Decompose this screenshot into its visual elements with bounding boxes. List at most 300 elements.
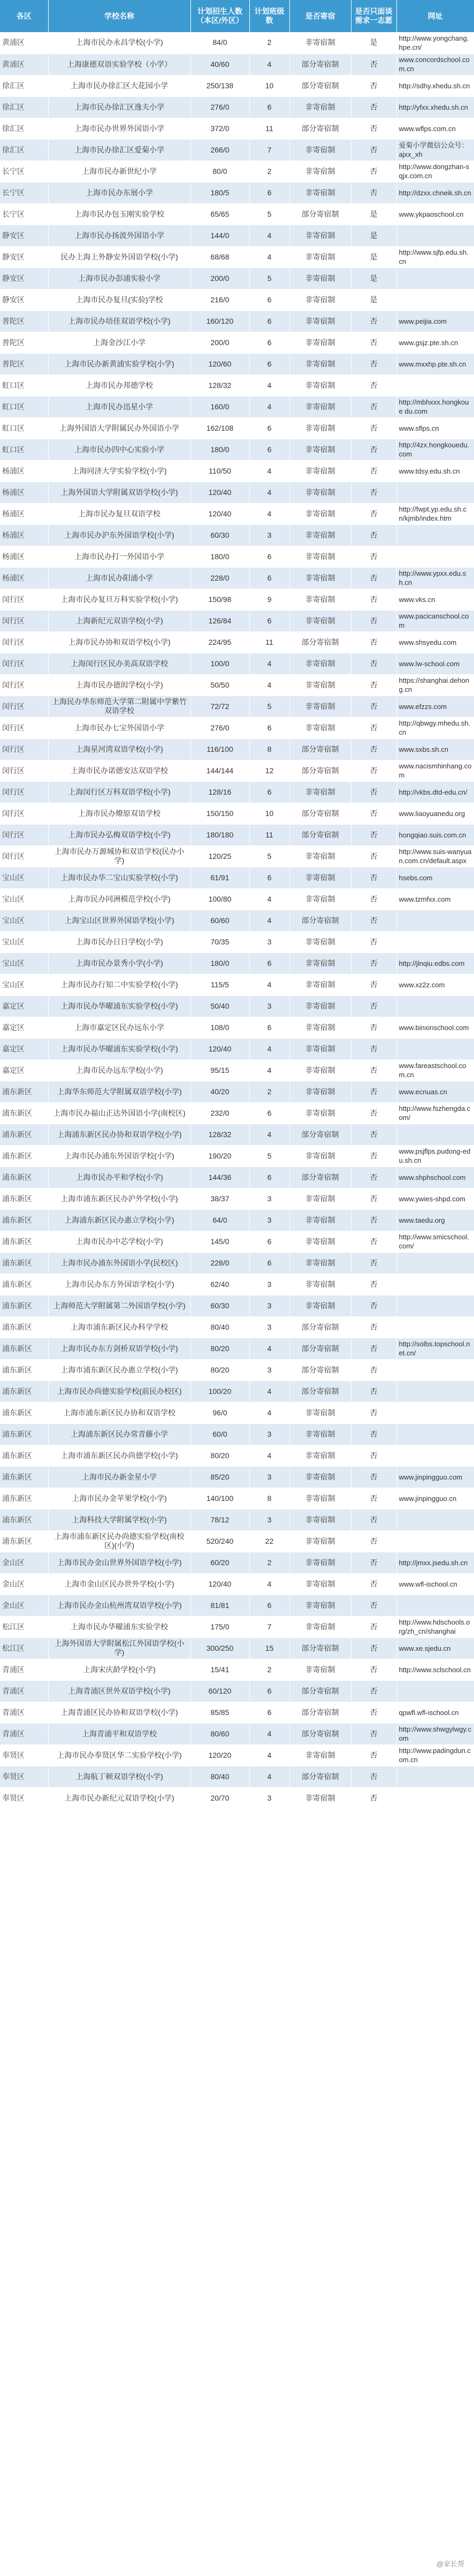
website-cell[interactable]: http://www.sclschool.cn bbox=[396, 1659, 474, 1680]
interview-cell: 否 bbox=[351, 54, 396, 75]
school-name-cell: 上海新纪元双语学校(小学) bbox=[48, 610, 190, 631]
boarding-cell: 非寄宿制 bbox=[289, 546, 351, 567]
school-name-cell: 上海市金山区民办世外学校(小学) bbox=[48, 1573, 190, 1595]
website-cell[interactable]: www.xz2z.com bbox=[396, 974, 474, 995]
plan-cell: 20/70 bbox=[190, 1787, 249, 1809]
website-cell[interactable]: http://qbwgy.mhedu.sh.cn bbox=[396, 717, 474, 738]
plan-cell: 100/20 bbox=[190, 1381, 249, 1402]
interview-cell: 否 bbox=[351, 952, 396, 974]
interview-cell: 否 bbox=[351, 1423, 396, 1445]
boarding-cell: 非寄宿制 bbox=[289, 1787, 351, 1809]
interview-cell: 否 bbox=[351, 1231, 396, 1252]
table-row bbox=[0, 182, 474, 203]
interview-cell: 否 bbox=[351, 524, 396, 546]
interview-cell: 否 bbox=[351, 139, 396, 161]
plan-cell: 65/65 bbox=[190, 203, 249, 225]
district-cell: 普陀区 bbox=[0, 353, 48, 375]
school-name-cell: 上海市民办万源城协和双语学校(民办小学) bbox=[48, 845, 190, 867]
boarding-cell: 非寄宿制 bbox=[289, 1402, 351, 1423]
website-cell[interactable]: www.mxxhp.pte.sh.cn bbox=[396, 353, 474, 375]
table-row bbox=[0, 268, 474, 289]
website-cell bbox=[396, 1381, 474, 1402]
boarding-cell: 非寄宿制 bbox=[289, 781, 351, 803]
district-cell: 长宁区 bbox=[0, 182, 48, 203]
classes-cell: 6 bbox=[249, 1595, 289, 1616]
district-cell: 浦东新区 bbox=[0, 1488, 48, 1509]
table-row bbox=[0, 203, 474, 225]
website-cell[interactable]: www.wflps.com.cn bbox=[396, 118, 474, 139]
interview-cell: 是 bbox=[351, 203, 396, 225]
plan-cell: 180/0 bbox=[190, 439, 249, 460]
district-cell: 嘉定区 bbox=[0, 995, 48, 1017]
website-cell[interactable]: www.ykpaoschool.cn bbox=[396, 203, 474, 225]
website-cell[interactable]: www.binxinschool.com bbox=[396, 1017, 474, 1038]
website-cell[interactable]: http://fwpt.yp.edu.sh.cn/kjmb/index.htm bbox=[396, 503, 474, 524]
school-name-cell: 上海市民办华曜浦东实验学校 bbox=[48, 1616, 190, 1637]
website-cell[interactable]: www.jinpingguo.com bbox=[396, 1466, 474, 1488]
school-name-cell: 上海市民办景秀小学(小学) bbox=[48, 952, 190, 974]
table-row bbox=[0, 1295, 474, 1316]
school-name-cell: 上海青浦平和双语学校 bbox=[48, 1723, 190, 1744]
interview-cell: 否 bbox=[351, 1316, 396, 1338]
boarding-cell: 非寄宿制 bbox=[289, 1231, 351, 1252]
plan-cell: 216/0 bbox=[190, 289, 249, 310]
header-website: 网址 bbox=[396, 0, 474, 32]
table-row bbox=[0, 781, 474, 803]
interview-cell: 否 bbox=[351, 760, 396, 781]
district-cell: 闵行区 bbox=[0, 803, 48, 824]
website-cell[interactable]: http://dzxx.chneik.sh.cn bbox=[396, 182, 474, 203]
interview-cell: 否 bbox=[351, 1744, 396, 1766]
plan-cell: 120/40 bbox=[190, 1573, 249, 1595]
plan-cell: 70/35 bbox=[190, 931, 249, 952]
website-cell[interactable]: www.wfl-ischool.cn bbox=[396, 1573, 474, 1595]
table-row bbox=[0, 1316, 474, 1338]
website-cell[interactable]: http://www.sjfp.edu.sh.cn bbox=[396, 246, 474, 268]
classes-cell: 3 bbox=[249, 1359, 289, 1381]
school-name-cell: 上海市民办燎原双语学校 bbox=[48, 803, 190, 824]
school-name-cell: 上海市民办永昌学校(小学) bbox=[48, 32, 190, 54]
boarding-cell: 部分寄宿制 bbox=[289, 75, 351, 96]
interview-cell: 否 bbox=[351, 696, 396, 717]
boarding-cell: 非寄宿制 bbox=[289, 96, 351, 118]
boarding-cell: 非寄宿制 bbox=[289, 289, 351, 310]
table-row bbox=[0, 589, 474, 610]
district-cell: 浦东新区 bbox=[0, 1445, 48, 1466]
website-cell[interactable]: http://jmxx.jsedu.sh.cn bbox=[396, 1552, 474, 1573]
website-cell bbox=[396, 1402, 474, 1423]
table-row bbox=[0, 717, 474, 738]
website-cell[interactable]: http://mbhxxx.hongkoue du.com bbox=[396, 396, 474, 417]
website-cell[interactable]: http://www.padingdun.com.cn bbox=[396, 1744, 474, 1766]
classes-cell: 2 bbox=[249, 1552, 289, 1573]
interview-cell: 否 bbox=[351, 910, 396, 931]
district-cell: 闵行区 bbox=[0, 781, 48, 803]
plan-cell: 40/20 bbox=[190, 1081, 249, 1102]
interview-cell: 否 bbox=[351, 96, 396, 118]
plan-cell: 144/0 bbox=[190, 225, 249, 246]
boarding-cell: 部分寄宿制 bbox=[289, 1637, 351, 1659]
website-cell[interactable]: www.shphschool.com bbox=[396, 1167, 474, 1188]
plan-cell: 60/30 bbox=[190, 1295, 249, 1316]
district-cell: 宝山区 bbox=[0, 974, 48, 995]
table-row bbox=[0, 1573, 474, 1595]
website-cell[interactable]: www.taedu.org bbox=[396, 1209, 474, 1231]
website-cell[interactable]: https://shanghai.dehong.cn bbox=[396, 674, 474, 696]
table-row bbox=[0, 888, 474, 910]
interview-cell: 否 bbox=[351, 824, 396, 845]
website-cell[interactable]: www.fareastschool.com.cn bbox=[396, 1060, 474, 1081]
website-cell[interactable]: www.efzzs.com bbox=[396, 696, 474, 717]
school-name-cell: 上海市民办扬波外国语小学 bbox=[48, 225, 190, 246]
interview-cell: 否 bbox=[351, 1060, 396, 1081]
website-cell[interactable]: www.pacicanschool.com bbox=[396, 610, 474, 631]
website-cell bbox=[396, 995, 474, 1017]
school-name-cell: 上海市民办邦德学校 bbox=[48, 375, 190, 396]
plan-cell: 162/108 bbox=[190, 417, 249, 439]
boarding-cell: 非寄宿制 bbox=[289, 589, 351, 610]
interview-cell: 否 bbox=[351, 803, 396, 824]
website-cell bbox=[396, 1038, 474, 1060]
school-name-cell: 上海市民办新纪元双语学校(小学) bbox=[48, 1787, 190, 1809]
plan-cell: 62/40 bbox=[190, 1274, 249, 1295]
boarding-cell: 部分寄宿制 bbox=[289, 1766, 351, 1787]
interview-cell: 否 bbox=[351, 1573, 396, 1595]
website-cell[interactable]: http://jlnqiu.edbs.com bbox=[396, 952, 474, 974]
district-cell: 闵行区 bbox=[0, 738, 48, 760]
plan-cell: 120/20 bbox=[190, 1744, 249, 1766]
boarding-cell: 非寄宿制 bbox=[289, 1423, 351, 1445]
district-cell: 松江区 bbox=[0, 1637, 48, 1659]
website-cell[interactable]: www.concordschool.com.cn bbox=[396, 54, 474, 75]
classes-cell: 5 bbox=[249, 696, 289, 717]
interview-cell: 否 bbox=[351, 417, 396, 439]
interview-cell: 否 bbox=[351, 1552, 396, 1573]
website-cell[interactable]: http://vkbs.dtd-edu.cn/ bbox=[396, 781, 474, 803]
school-name-cell: 上海市民办东方外国语学校(小学) bbox=[48, 1274, 190, 1295]
classes-cell: 7 bbox=[249, 1616, 289, 1637]
table-row bbox=[0, 1402, 474, 1423]
plan-cell: 80/40 bbox=[190, 1316, 249, 1338]
table-row bbox=[0, 696, 474, 717]
plan-cell: 115/5 bbox=[190, 974, 249, 995]
interview-cell: 否 bbox=[351, 1102, 396, 1124]
boarding-cell: 非寄宿制 bbox=[289, 1252, 351, 1274]
district-cell: 虹口区 bbox=[0, 396, 48, 417]
plan-cell: 85/20 bbox=[190, 1466, 249, 1488]
interview-cell: 是 bbox=[351, 268, 396, 289]
website-cell[interactable]: http://4zx.hongkouedu.com bbox=[396, 439, 474, 460]
school-name-cell: 上海市民办诺德安达双语学校 bbox=[48, 760, 190, 781]
classes-cell: 6 bbox=[249, 289, 289, 310]
table-row bbox=[0, 1274, 474, 1295]
website-cell[interactable]: 爱菊小学微信公众号：ajxx_xh bbox=[396, 139, 474, 161]
boarding-cell: 部分寄宿制 bbox=[289, 118, 351, 139]
boarding-cell: 部分寄宿制 bbox=[289, 54, 351, 75]
website-cell[interactable]: www.peijia.com bbox=[396, 310, 474, 332]
plan-cell: 160/120 bbox=[190, 310, 249, 332]
boarding-cell: 非寄宿制 bbox=[289, 32, 351, 54]
district-cell: 浦东新区 bbox=[0, 1402, 48, 1423]
website-cell bbox=[396, 1252, 474, 1274]
boarding-cell: 非寄宿制 bbox=[289, 246, 351, 268]
school-name-cell: 上海市嘉定区民办远东小学 bbox=[48, 1017, 190, 1038]
table-row bbox=[0, 1680, 474, 1702]
classes-cell: 4 bbox=[249, 1445, 289, 1466]
boarding-cell: 非寄宿制 bbox=[289, 1659, 351, 1680]
website-cell[interactable]: www.tzmfxx.com bbox=[396, 888, 474, 910]
district-cell: 浦东新区 bbox=[0, 1359, 48, 1381]
plan-cell: 175/0 bbox=[190, 1616, 249, 1637]
website-cell[interactable]: www.nacismhinhang.com bbox=[396, 760, 474, 781]
website-cell[interactable]: http://sdhy.xhedu.sh.cn bbox=[396, 75, 474, 96]
plan-cell: 228/0 bbox=[190, 567, 249, 589]
district-cell: 宝山区 bbox=[0, 952, 48, 974]
website-cell bbox=[396, 1359, 474, 1381]
website-cell[interactable]: http://solbs.topschool.net.cn/ bbox=[396, 1338, 474, 1359]
table-row bbox=[0, 631, 474, 653]
boarding-cell: 非寄宿制 bbox=[289, 1552, 351, 1573]
district-cell: 杨浦区 bbox=[0, 546, 48, 567]
website-cell[interactable]: http://www.hdschools.org/zh_cn/shanghai bbox=[396, 1616, 474, 1637]
interview-cell: 否 bbox=[351, 1702, 396, 1723]
website-cell[interactable]: www.jinpingguo.cn bbox=[396, 1488, 474, 1509]
website-cell[interactable]: http://www.ypxx.edu.sh.cn bbox=[396, 567, 474, 589]
website-cell[interactable]: www.ecnuas.cn bbox=[396, 1081, 474, 1102]
boarding-cell: 非寄宿制 bbox=[289, 1038, 351, 1060]
classes-cell: 11 bbox=[249, 118, 289, 139]
plan-cell: 80/60 bbox=[190, 1723, 249, 1744]
interview-cell: 否 bbox=[351, 396, 396, 417]
district-cell: 宝山区 bbox=[0, 888, 48, 910]
website-cell[interactable]: www.sflps.cn bbox=[396, 417, 474, 439]
district-cell: 静安区 bbox=[0, 246, 48, 268]
table-row bbox=[0, 75, 474, 96]
classes-cell: 6 bbox=[249, 96, 289, 118]
district-cell: 闵行区 bbox=[0, 674, 48, 696]
district-cell: 浦东新区 bbox=[0, 1295, 48, 1316]
website-cell[interactable]: hsebs.com bbox=[396, 867, 474, 888]
classes-cell: 6 bbox=[249, 353, 289, 375]
interview-cell: 否 bbox=[351, 1252, 396, 1274]
website-cell[interactable]: qpwfl.wfl-ischool.cn bbox=[396, 1702, 474, 1723]
website-cell[interactable]: http://www.dongzhan-sqjx.com.cn bbox=[396, 161, 474, 182]
table-row bbox=[0, 396, 474, 417]
district-cell: 闵行区 bbox=[0, 610, 48, 631]
classes-cell: 4 bbox=[249, 246, 289, 268]
plan-cell: 60/30 bbox=[190, 524, 249, 546]
header-plan: 计划招生人数（本区/外区） bbox=[190, 0, 249, 32]
website-cell bbox=[396, 289, 474, 310]
boarding-cell: 部分寄宿制 bbox=[289, 1316, 351, 1338]
boarding-cell: 非寄宿制 bbox=[289, 1060, 351, 1081]
plan-cell: 276/0 bbox=[190, 96, 249, 118]
table-row bbox=[0, 931, 474, 952]
school-name-cell: 上海市民办东方剑桥双语学校(小学) bbox=[48, 1338, 190, 1359]
table-row bbox=[0, 1231, 474, 1252]
website-cell[interactable]: http://www.yongchang.hpe.cn/ bbox=[396, 32, 474, 54]
district-cell: 青浦区 bbox=[0, 1680, 48, 1702]
website-cell[interactable]: http://www.shwgylwgy.com bbox=[396, 1723, 474, 1744]
website-cell bbox=[396, 1509, 474, 1530]
table-row bbox=[0, 867, 474, 888]
plan-cell: 80/40 bbox=[190, 1766, 249, 1787]
table-row bbox=[0, 974, 474, 995]
plan-cell: 150/150 bbox=[190, 803, 249, 824]
table-row bbox=[0, 439, 474, 460]
plan-cell: 250/138 bbox=[190, 75, 249, 96]
school-name-cell: 上海市民办弘梅双语学校(小学) bbox=[48, 824, 190, 845]
district-cell: 金山区 bbox=[0, 1595, 48, 1616]
plan-cell: 60/60 bbox=[190, 910, 249, 931]
boarding-cell: 非寄宿制 bbox=[289, 1295, 351, 1316]
school-name-cell: 上海市民办福山正达外国语小学(南校区) bbox=[48, 1102, 190, 1124]
school-name-cell: 上海青浦区民办协和双语学校(小学) bbox=[48, 1702, 190, 1723]
website-cell[interactable]: hongqiao.suis.com.cn bbox=[396, 824, 474, 845]
website-cell[interactable]: http://www.fszhengda.com/ bbox=[396, 1102, 474, 1124]
classes-cell: 6 bbox=[249, 439, 289, 460]
district-cell: 闵行区 bbox=[0, 845, 48, 867]
website-cell[interactable]: http://www.suis-wanyuan.com.cn/default.aspx bbox=[396, 845, 474, 867]
boarding-cell: 非寄宿制 bbox=[289, 1573, 351, 1595]
boarding-cell: 非寄宿制 bbox=[289, 353, 351, 375]
table-row bbox=[0, 246, 474, 268]
interview-cell: 否 bbox=[351, 610, 396, 631]
website-cell[interactable]: http://www.smicschool.com/ bbox=[396, 1231, 474, 1252]
website-cell[interactable]: www.lw-school.com bbox=[396, 653, 474, 674]
classes-cell: 3 bbox=[249, 1787, 289, 1809]
website-cell bbox=[396, 268, 474, 289]
district-cell: 浦东新区 bbox=[0, 1423, 48, 1445]
table-row bbox=[0, 1766, 474, 1787]
classes-cell: 9 bbox=[249, 589, 289, 610]
table-row bbox=[0, 353, 474, 375]
interview-cell: 是 bbox=[351, 289, 396, 310]
interview-cell: 否 bbox=[351, 674, 396, 696]
district-cell: 徐汇区 bbox=[0, 139, 48, 161]
plan-cell: 72/72 bbox=[190, 696, 249, 717]
classes-cell: 6 bbox=[249, 717, 289, 738]
interview-cell: 否 bbox=[351, 888, 396, 910]
interview-cell: 否 bbox=[351, 1381, 396, 1402]
school-name-cell: 上海外国语大学附属民办外国语小学 bbox=[48, 417, 190, 439]
interview-cell: 否 bbox=[351, 375, 396, 396]
district-cell: 青浦区 bbox=[0, 1702, 48, 1723]
plan-cell: 84/0 bbox=[190, 32, 249, 54]
boarding-cell: 非寄宿制 bbox=[289, 717, 351, 738]
interview-cell: 否 bbox=[351, 1445, 396, 1466]
table-row bbox=[0, 96, 474, 118]
school-name-cell: 上海市民办行知二中实验学校(小学) bbox=[48, 974, 190, 995]
plan-cell: 200/0 bbox=[190, 268, 249, 289]
school-name-cell: 上海市民办同洲模范学校(小学) bbox=[48, 888, 190, 910]
interview-cell: 否 bbox=[351, 567, 396, 589]
table-row bbox=[0, 118, 474, 139]
website-cell[interactable]: http://yfxx.xhedu.sh.cn bbox=[396, 96, 474, 118]
interview-cell: 否 bbox=[351, 1017, 396, 1038]
website-cell[interactable]: www.liaoyuanedu.org bbox=[396, 803, 474, 824]
interview-cell: 否 bbox=[351, 1167, 396, 1188]
website-cell[interactable]: www.psjflps.pudong-edu.sh.cn bbox=[396, 1145, 474, 1167]
interview-cell: 是 bbox=[351, 225, 396, 246]
plan-cell: 120/40 bbox=[190, 1038, 249, 1060]
table-row bbox=[0, 1744, 474, 1766]
plan-cell: 120/60 bbox=[190, 353, 249, 375]
website-cell bbox=[396, 482, 474, 503]
website-cell[interactable]: www.ywies-shpd.com bbox=[396, 1188, 474, 1209]
district-cell: 黄浦区 bbox=[0, 32, 48, 54]
website-cell bbox=[396, 1274, 474, 1295]
school-name-cell: 上海市民办世界外国语小学 bbox=[48, 118, 190, 139]
header-school: 学校名称 bbox=[48, 0, 190, 32]
boarding-cell: 非寄宿制 bbox=[289, 375, 351, 396]
table-row bbox=[0, 567, 474, 589]
table-row bbox=[0, 1723, 474, 1744]
district-cell: 宝山区 bbox=[0, 867, 48, 888]
district-cell: 奉贤区 bbox=[0, 1787, 48, 1809]
district-cell: 静安区 bbox=[0, 268, 48, 289]
school-name-cell: 上海市民办徐汇区逸夫小学 bbox=[48, 96, 190, 118]
interview-cell: 否 bbox=[351, 717, 396, 738]
plan-cell: 180/180 bbox=[190, 824, 249, 845]
plan-cell: 50/50 bbox=[190, 674, 249, 696]
plan-cell: 40/60 bbox=[190, 54, 249, 75]
plan-cell: 38/37 bbox=[190, 1188, 249, 1209]
classes-cell: 4 bbox=[249, 460, 289, 482]
website-cell[interactable]: www.xe.sjedu.cn bbox=[396, 1637, 474, 1659]
website-cell[interactable]: www.tdsy.edu.sh.cn bbox=[396, 460, 474, 482]
plan-cell: 120/25 bbox=[190, 845, 249, 867]
classes-cell: 6 bbox=[249, 610, 289, 631]
watermark: @家长帮 bbox=[436, 2560, 464, 2568]
classes-cell: 4 bbox=[249, 653, 289, 674]
school-name-cell: 上海星河湾双语学校(小学) bbox=[48, 738, 190, 760]
interview-cell: 否 bbox=[351, 118, 396, 139]
boarding-cell: 非寄宿制 bbox=[289, 460, 351, 482]
school-name-cell: 上海市民办东展小学 bbox=[48, 182, 190, 203]
website-cell[interactable]: www.vks.cn bbox=[396, 589, 474, 610]
website-cell[interactable]: www.sxbs.sh.cn bbox=[396, 738, 474, 760]
classes-cell: 3 bbox=[249, 1274, 289, 1295]
classes-cell: 4 bbox=[249, 1060, 289, 1081]
classes-cell: 4 bbox=[249, 1723, 289, 1744]
table-row bbox=[0, 524, 474, 546]
interview-cell: 否 bbox=[351, 1295, 396, 1316]
interview-cell: 否 bbox=[351, 182, 396, 203]
boarding-cell: 部分寄宿制 bbox=[289, 203, 351, 225]
table-row bbox=[0, 1060, 474, 1081]
website-cell[interactable]: www.gsjz.pte.sh.cn bbox=[396, 332, 474, 353]
plan-cell: 150/98 bbox=[190, 589, 249, 610]
school-name-cell: 上海市民办复旦万科实验学校(小学) bbox=[48, 589, 190, 610]
interview-cell: 否 bbox=[351, 75, 396, 96]
school-name-cell: 上海市民办远东学校(小学) bbox=[48, 1060, 190, 1081]
school-name-cell: 上海宝山区世界外国语学校(小学) bbox=[48, 910, 190, 931]
table-row bbox=[0, 310, 474, 332]
table-row bbox=[0, 1595, 474, 1616]
table-row bbox=[0, 995, 474, 1017]
interview-cell: 否 bbox=[351, 931, 396, 952]
classes-cell: 22 bbox=[249, 1530, 289, 1552]
plan-cell: 96/0 bbox=[190, 1402, 249, 1423]
interview-cell: 否 bbox=[351, 1038, 396, 1060]
table-row bbox=[0, 1787, 474, 1809]
boarding-cell: 非寄宿制 bbox=[289, 674, 351, 696]
website-cell[interactable]: www.shsyedu.com bbox=[396, 631, 474, 653]
website-cell bbox=[396, 1124, 474, 1145]
table-row bbox=[0, 824, 474, 845]
school-name-cell: 上海闵行区民办美高双语学校 bbox=[48, 653, 190, 674]
